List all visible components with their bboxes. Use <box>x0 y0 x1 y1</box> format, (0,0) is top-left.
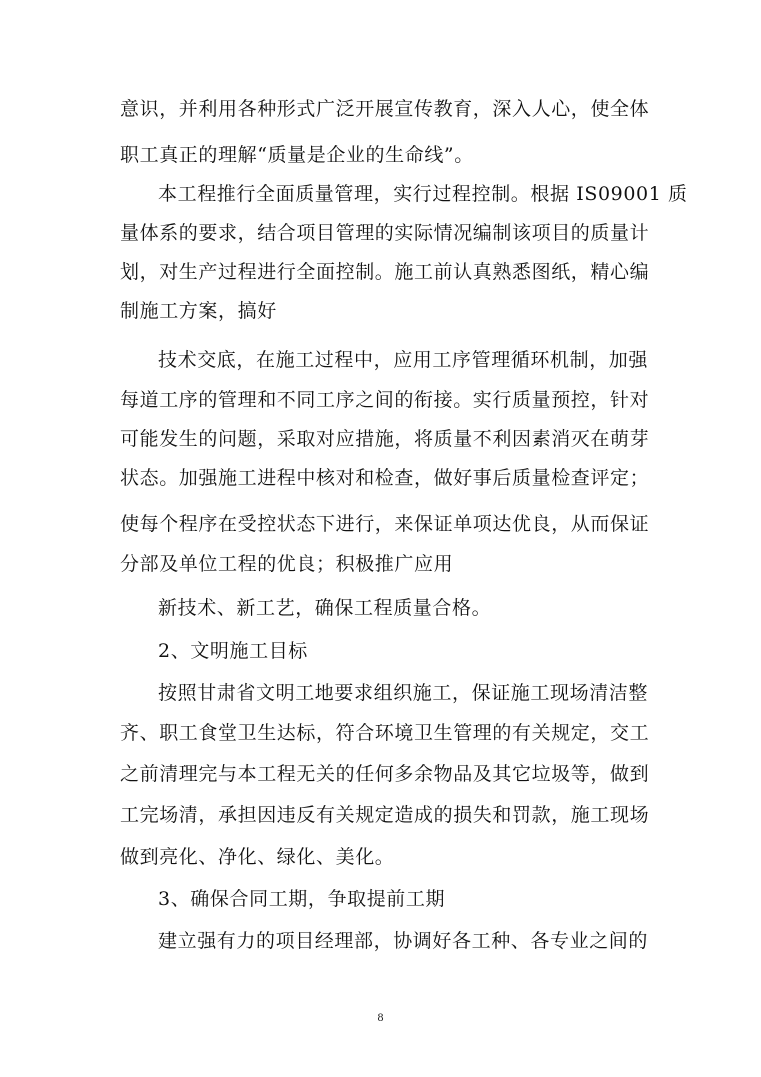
section-heading: 3、确保合同工期，争取提前工期 <box>158 888 446 910</box>
text-line: 使每个程序在受控状态下进行，来保证单项达优良，从而保证 <box>120 513 650 535</box>
text-line: 可能发生的问题，采取对应措施，将质量不利因素消灭在萌芽 <box>120 428 650 450</box>
text-line: 建立强有力的项目经理部，协调好各工种、各专业之间的 <box>158 930 649 952</box>
text-line: 工完场清，承担因违反有关规定造成的损失和罚款，施工现场 <box>120 804 650 826</box>
text-line: 状态。加强施工进程中核对和检查，做好事后质量检查评定； <box>120 467 650 489</box>
text-line: 之前清理完与本工程无关的任何多余物品及其它垃圾等，做到 <box>120 763 650 785</box>
page-number: 8 <box>377 1010 384 1024</box>
text-line: 技术交底，在施工过程中，应用工序管理循环机制，加强 <box>158 349 649 371</box>
text-line: 做到亮化、净化、绿化、美化。 <box>120 846 395 868</box>
text-line: 本工程推行全面质量管理，实行过程控制。根据 IS09001 质 <box>158 183 688 205</box>
text-line: 齐、职工食堂卫生达标，符合环境卫生管理的有关规定，交工 <box>120 722 650 744</box>
text-line: 每道工序的管理和不同工序之间的衔接。实行质量预控，针对 <box>120 389 650 411</box>
text-line: 量体系的要求，结合项目管理的实际情况编制该项目的质量计 <box>120 222 650 244</box>
text-line: 意识，并利用各种形式广泛开展宣传教育，深入人心，使全体 <box>120 98 650 120</box>
text-line: 划，对生产过程进行全面控制。施工前认真熟悉图纸，精心编 <box>120 261 650 283</box>
section-heading: 2、文明施工目标 <box>158 640 308 662</box>
text-line: 分部及单位工程的优良；积极推广应用 <box>120 553 454 575</box>
text-line: 制施工方案，搞好 <box>120 300 277 322</box>
text-line: 新技术、新工艺，确保工程质量合格。 <box>158 597 492 619</box>
text-line: 按照甘肃省文明工地要求组织施工，保证施工现场清洁整 <box>158 682 649 704</box>
text-line: 职工真正的理解“质量是企业的生命线”。 <box>120 144 474 166</box>
